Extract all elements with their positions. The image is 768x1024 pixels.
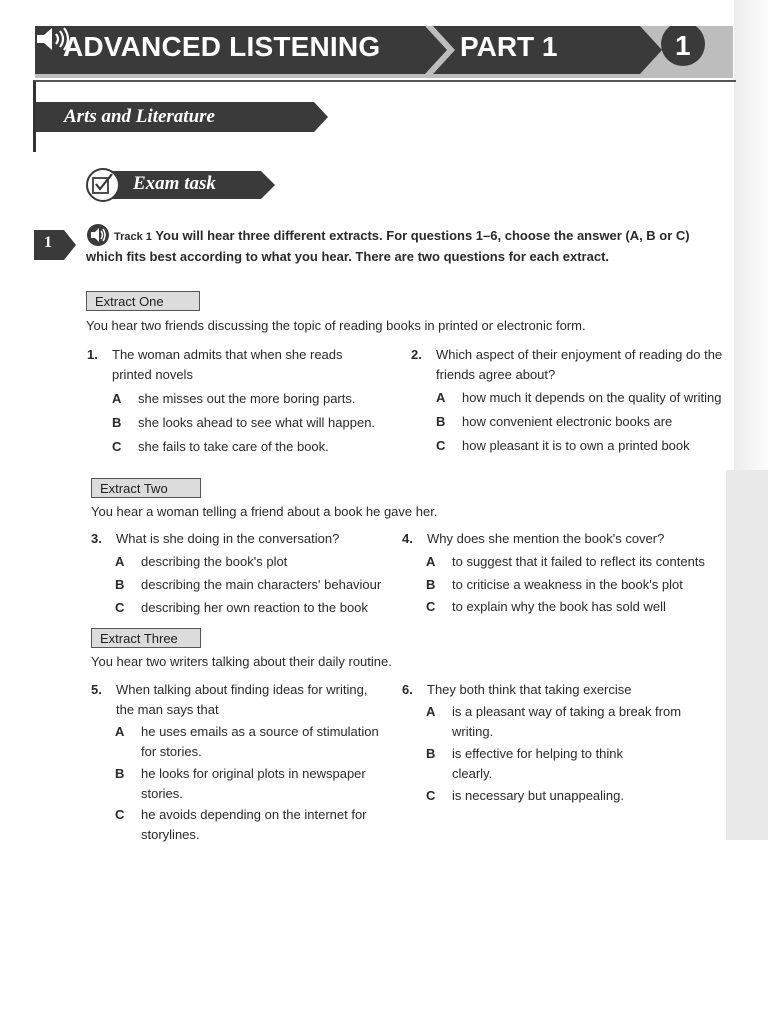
extract-two-intro: You hear a woman telling a friend about a book he gave her. xyxy=(91,504,438,519)
extract-three-label: Extract Three xyxy=(91,628,201,648)
unit-number: 1 xyxy=(675,30,691,61)
option-letter: B xyxy=(112,415,122,430)
option-letter: B xyxy=(436,414,446,429)
question-number: 6. xyxy=(402,682,413,697)
option-letter: B xyxy=(115,766,125,781)
option-letter: A xyxy=(426,704,436,719)
instruction-text: You will hear three different extracts. For questions 1–6, choose the answer (A, B or C) which fits best according to what you hear. There are two questions for each extract. xyxy=(86,228,690,264)
header-part: PART 1 xyxy=(460,31,558,62)
option-letter: C xyxy=(115,807,125,822)
option-letter: A xyxy=(115,724,125,739)
option-text: how convenient electronic books are xyxy=(462,414,673,429)
task-title: Exam task xyxy=(133,173,216,194)
section-title: Arts and Literature xyxy=(64,106,215,127)
option-text: describing the main characters' behaviour xyxy=(141,577,382,592)
question-number: 2. xyxy=(411,347,422,362)
option-letter: B xyxy=(426,577,436,592)
option-text: is a pleasant way of taking a break from writing. xyxy=(452,704,682,739)
option-letter: C xyxy=(112,439,122,454)
option-letter: A xyxy=(426,554,436,569)
option-letter: B xyxy=(426,746,436,761)
option-letter: A xyxy=(112,391,122,406)
option-text: is necessary but unappealing. xyxy=(452,788,625,803)
track-label: Track 1 xyxy=(114,231,152,243)
header-title: ADVANCED LISTENING xyxy=(63,31,381,62)
question-text: Why does she mention the book's cover? xyxy=(427,531,665,546)
option-text: she looks ahead to see what will happen. xyxy=(138,415,376,430)
option-text: she misses out the more boring parts. xyxy=(138,391,356,406)
question-text: What is she doing in the conversation? xyxy=(116,531,340,546)
extract-one-intro: You hear two friends discussing the topic of reading books in printed or electronic form. xyxy=(86,318,586,333)
option-text: how pleasant it is to own a printed book xyxy=(462,438,690,453)
unit-header xyxy=(35,26,733,78)
option-letter: C xyxy=(426,599,436,614)
question-number: 3. xyxy=(91,531,102,546)
scan-shadow-lower xyxy=(726,470,768,840)
option-letter: A xyxy=(115,554,125,569)
question-text: When talking about finding ideas for writing, the man says that xyxy=(116,682,368,717)
option-text: describing her own reaction to the book xyxy=(141,600,368,615)
question-number: 5. xyxy=(91,682,102,697)
extract-two-label: Extract Two xyxy=(91,478,201,498)
question-text: They both think that taking exercise xyxy=(427,682,632,697)
option-letter: C xyxy=(115,600,125,615)
option-text: to suggest that it failed to reflect its contents xyxy=(452,554,705,569)
option-text: he looks for original plots in newspaper stories. xyxy=(141,766,366,801)
option-text: to explain why the book has sold well xyxy=(452,599,666,614)
option-letter: A xyxy=(436,390,446,405)
speaker-icon xyxy=(35,26,75,54)
question-number: 1. xyxy=(87,347,98,362)
option-text: she fails to take care of the book. xyxy=(138,439,329,454)
option-text: describing the book's plot xyxy=(141,554,288,569)
question-text: Which aspect of their enjoyment of reading do the friends agree about? xyxy=(436,347,723,382)
option-text: he avoids depending on the internet for storylines. xyxy=(141,807,367,842)
question-number: 4. xyxy=(402,531,413,546)
extract-three-intro: You hear two writers talking about their daily routine. xyxy=(91,654,392,669)
option-text: is effective for helping to think clearly. xyxy=(452,746,624,781)
side-tab xyxy=(34,230,76,260)
task-instructions xyxy=(86,226,726,267)
option-letter: B xyxy=(115,577,125,592)
option-text: how much it depends on the quality of writing xyxy=(462,390,722,405)
option-text: to criticise a weakness in the book's plot xyxy=(452,577,683,592)
side-tab-number: 1 xyxy=(44,234,52,251)
extract-one-label: Extract One xyxy=(86,291,200,311)
option-letter: C xyxy=(426,788,436,803)
question-text: The woman admits that when she reads printed novels xyxy=(112,347,343,382)
option-letter: C xyxy=(436,438,446,453)
option-text: he uses emails as a source of stimulation for stories. xyxy=(141,724,379,759)
